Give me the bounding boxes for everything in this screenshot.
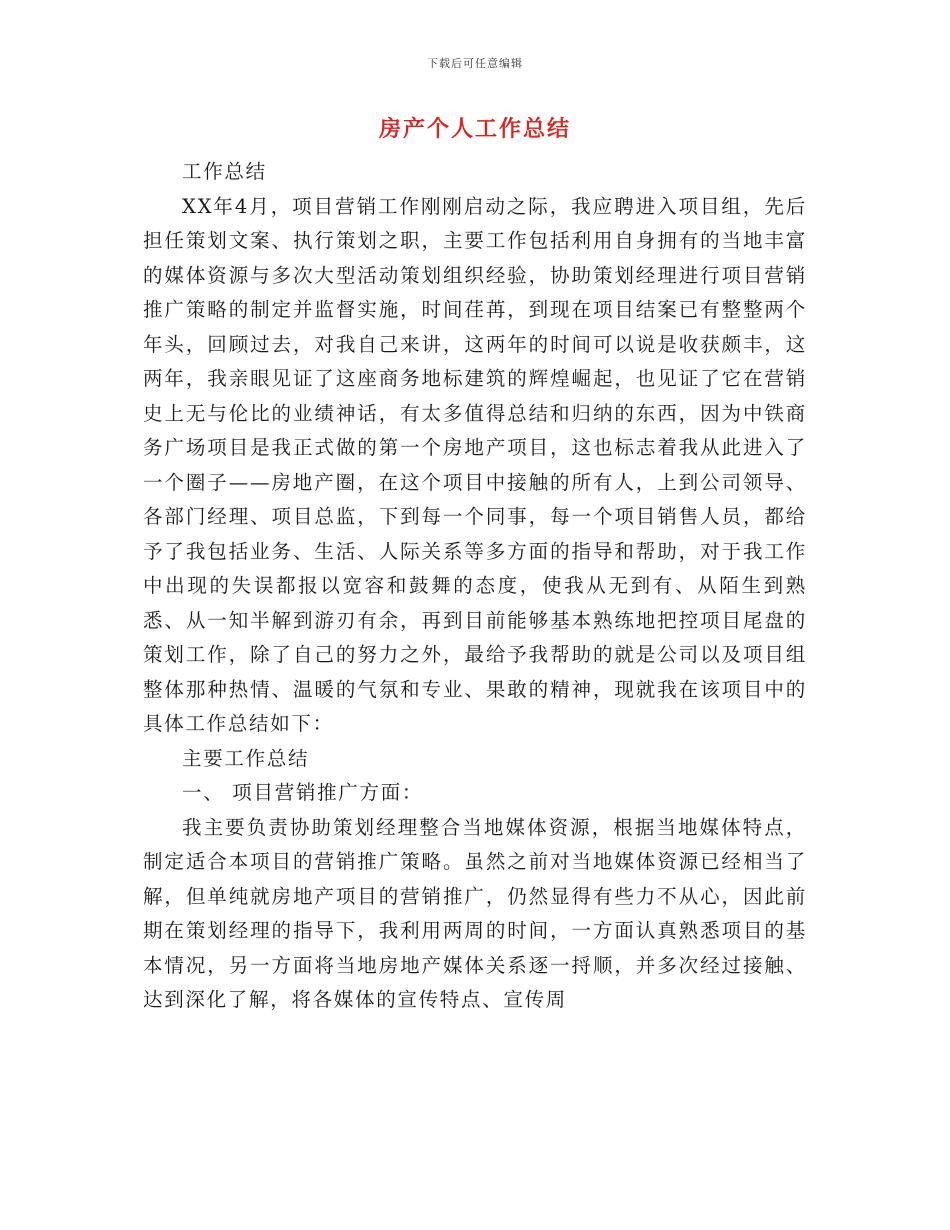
paragraph-intro: XX年4月，项目营销工作刚刚启动之际，我应聘进入项目组，先后担任策划文案、执行策划之职，主要工作包括利用自身拥有的当地丰富的媒体资源与多次大型活动策划组织经验，协助策划经理进行项目营销推广策略的制定并监督实施，时间荏苒，到现在项目结案已有整整两个年头，回顾过去，对我自己来讲，这两年的时间可以说是收获颇丰，这两年，我亲眼见证了这座商务地标建筑的辉煌崛起，也见证了它在营销史上无与伦比的业绩神话，有太多值得总结和归纳的东西，因为中铁商务广场项目是我正式做的第一个房地产项目，这也标志着我从此进入了一个圈子——房地产圈，在这个项目中接触的所有人，上到公司领导、各部门经理、项目总监，下到每一个同事，每一个项目销售人员，都给予了我包括业务、生活、人际关系等多方面的指导和帮助，对于我工作中出现的失误都报以宽容和鼓舞的态度，使我从无到有、从陌生到熟悉、从一知半解到游刃有余，再到目前能够基本熟练地把控项目尾盘的策划工作，除了自己的努力之外，最给予我帮助的就是公司以及项目组整体那种热情、温暖的气氛和专业、果敢的精神，现就我在该项目中的具体工作总结如下： bbox=[143, 194, 807, 735]
header-note: 下载后可任意编辑 bbox=[427, 57, 523, 70]
document-body bbox=[143, 155, 807, 1018]
paragraph-subsection-heading: 一、 项目营销推广方面： bbox=[182, 781, 424, 804]
paragraph-main-summary-heading: 主要工作总结 bbox=[182, 746, 310, 770]
paragraph-marketing: 我主要负责协助策划经理整合当地媒体资源，根据当地媒体特点，制定适合本项目的营销推广策略。虽然之前对当地媒体资源已经相当了解，但单纯就房地产项目的营销推广，仍然显得有些力不从心，因此前期在策划经理的指导下，我利用两周的时间，一方面认真熟悉项目的基本情况，另一方面将当地房地产媒体关系逐一捋顺，并多次经过接触、达到深化了解，将各媒体的宣传特点、宣传周 bbox=[143, 815, 807, 1011]
document-title: 房产个人工作总结 bbox=[378, 116, 571, 142]
paragraph-section-heading: 工作总结 bbox=[182, 160, 267, 183]
